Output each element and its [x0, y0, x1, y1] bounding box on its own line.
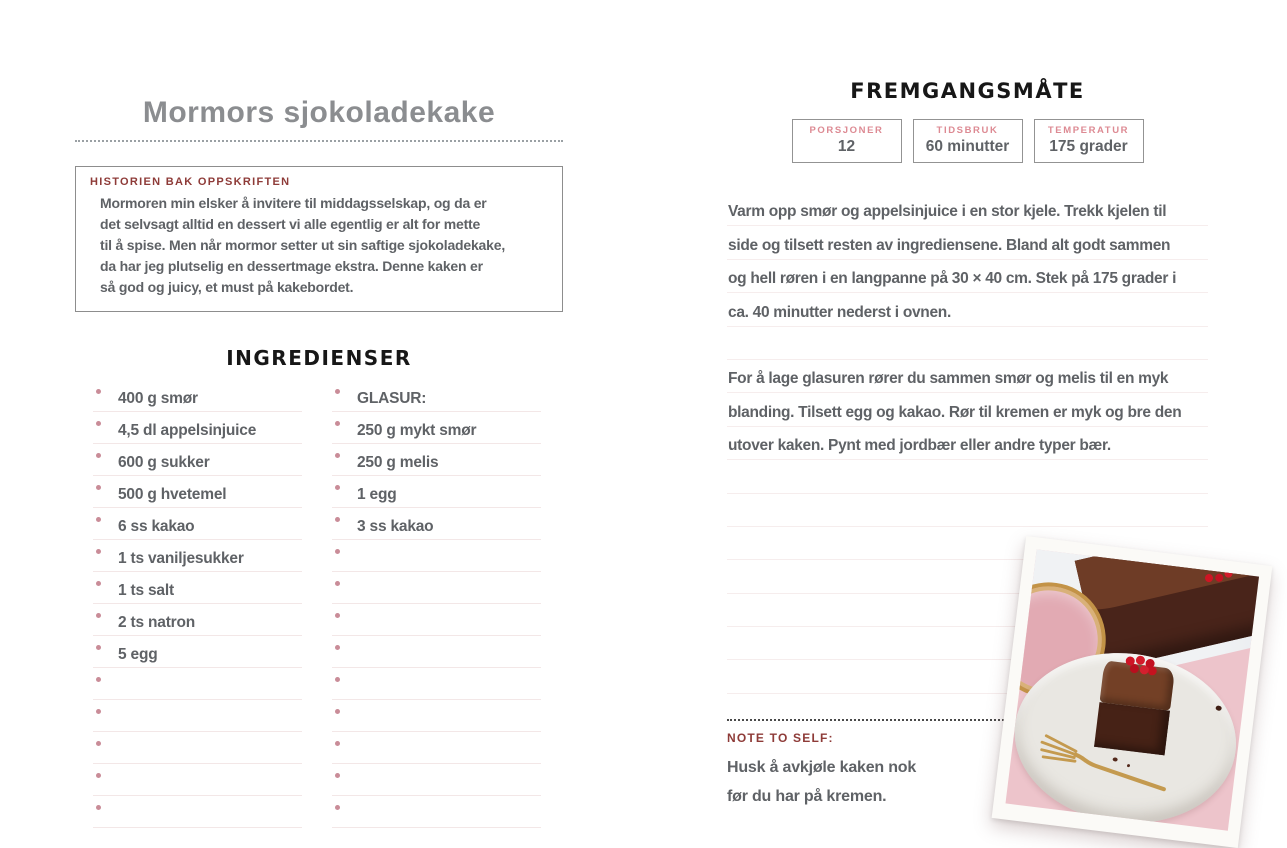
- bullet-icon: [335, 645, 340, 650]
- method-line-text: og hell røren i en langpanne på 30 × 40 cm. Stek på 175 grader i: [728, 270, 1177, 288]
- note-text-line: Husk å avkjøle kaken nok: [727, 758, 917, 776]
- story-text-line: så god og juicy, et must på kakebordet.: [100, 279, 354, 295]
- ingredient-row: [332, 604, 541, 636]
- ingredient-row: [93, 444, 302, 476]
- bullet-icon: [335, 485, 340, 490]
- bullet-icon: [96, 741, 101, 746]
- ingredient-row: [332, 444, 541, 476]
- recipe-page-left: [75, 95, 563, 828]
- info-box-label: TEMPERATUR: [1047, 125, 1130, 136]
- cake-photo: [992, 536, 1273, 848]
- ingredient-label: 5 egg: [118, 646, 158, 663]
- ingredient-label: 400 g smør: [118, 390, 198, 407]
- ingredient-row: [332, 508, 541, 540]
- bullet-icon: [335, 549, 340, 554]
- note-to-self-box: [727, 719, 1008, 811]
- ingredient-row: [332, 540, 541, 572]
- ingredient-label: GLASUR:: [357, 390, 427, 407]
- story-text-line: til å spise. Men når mormor setter ut sin saftige sjokoladekake,: [100, 237, 506, 253]
- ingredient-label: 500 g hvetemel: [118, 486, 227, 503]
- ingredient-row: [332, 732, 541, 764]
- title-divider: [75, 140, 563, 142]
- ingredient-label: 600 g sukker: [118, 454, 210, 471]
- method-line: [727, 360, 1208, 393]
- bullet-icon: [96, 453, 101, 458]
- info-box-porsjoner: [792, 119, 902, 163]
- ingredient-label: 1 egg: [357, 486, 397, 503]
- ingredient-label: 250 g melis: [357, 454, 439, 471]
- ingredient-label: 1 ts salt: [118, 582, 174, 599]
- photo-sheet-cake-frosting: [1074, 549, 1259, 613]
- ingredient-row: [93, 412, 302, 444]
- bullet-icon: [96, 421, 101, 426]
- method-line: [727, 226, 1208, 259]
- bullet-icon: [96, 549, 101, 554]
- ingredients-heading: INGREDIENSER: [226, 346, 412, 370]
- story-text: [90, 193, 548, 298]
- bullet-icon: [96, 581, 101, 586]
- method-line-text: utover kaken. Pynt med jordbær eller andre typer bær.: [728, 437, 1111, 455]
- method-line-text: For å lage glasuren rører du sammen smør og melis til en myk: [728, 370, 1169, 388]
- ingredients-column-left: [93, 380, 302, 828]
- ingredient-label: 1 ts vaniljesukker: [118, 550, 244, 567]
- bullet-icon: [96, 389, 101, 394]
- method-line: [727, 293, 1208, 326]
- bullet-icon: [335, 741, 340, 746]
- ingredient-row: [332, 412, 541, 444]
- ingredient-label: 3 ss kakao: [357, 518, 434, 535]
- ingredient-row: [93, 604, 302, 636]
- photo-cake-slice: [1094, 661, 1176, 756]
- bullet-icon: [335, 453, 340, 458]
- bullet-icon: [96, 517, 101, 522]
- bullet-icon: [335, 677, 340, 682]
- ingredient-row: [93, 508, 302, 540]
- ingredient-row: [332, 636, 541, 668]
- bullet-icon: [96, 645, 101, 650]
- method-line: [727, 494, 1208, 527]
- cake-photo-image: [1005, 549, 1259, 830]
- info-box-label: PORSJONER: [809, 125, 884, 136]
- info-boxes: [727, 119, 1208, 163]
- method-line: [727, 260, 1208, 293]
- method-line-text: ca. 40 minutter nederst i ovnen.: [728, 303, 951, 321]
- info-box-value: 60 minutter: [925, 138, 1010, 155]
- bullet-icon: [335, 389, 340, 394]
- ingredient-row: [332, 380, 541, 412]
- method-line-text: Varm opp smør og appelsinjuice i en stor kjele. Trekk kjelen til: [728, 203, 1167, 221]
- info-box-label: TIDSBRUK: [936, 125, 999, 136]
- ingredients-list: [93, 380, 563, 828]
- ingredient-row: [93, 700, 302, 732]
- story-text-line: det selvsagt alltid en dessert vi alle egentlig er alt for mette: [100, 216, 481, 232]
- method-line: [727, 427, 1208, 460]
- method-line-text: blanding. Tilsett egg og kakao. Rør til kremen er myk og bre den: [728, 403, 1182, 421]
- note-text: [727, 753, 1008, 811]
- recipe-title: Mormors sjokoladekake: [142, 96, 496, 129]
- bullet-icon: [96, 805, 101, 810]
- ingredient-label: 2 ts natron: [118, 614, 196, 631]
- bullet-icon: [335, 773, 340, 778]
- ingredient-row: [93, 636, 302, 668]
- story-text-line: Mormoren min elsker å invitere til middagsselskap, og da er: [100, 195, 487, 211]
- ingredient-row: [332, 572, 541, 604]
- ingredient-row: [332, 764, 541, 796]
- method-line: [727, 393, 1208, 426]
- bullet-icon: [96, 613, 101, 618]
- bullet-icon: [335, 581, 340, 586]
- story-heading: HISTORIEN BAK OPPSKRIFTEN: [90, 176, 291, 188]
- ingredient-row: [332, 668, 541, 700]
- ingredient-row: [93, 764, 302, 796]
- ingredients-column-right: [332, 380, 541, 828]
- method-line-text: side og tilsett resten av ingrediensene. Bland alt godt sammen: [728, 236, 1171, 254]
- note-heading: NOTE TO SELF:: [727, 730, 834, 745]
- bullet-icon: [335, 709, 340, 714]
- info-box-temperatur: [1034, 119, 1144, 163]
- bullet-icon: [335, 805, 340, 810]
- ingredient-row: [93, 540, 302, 572]
- method-line: [727, 327, 1208, 360]
- ingredient-row: [332, 700, 541, 732]
- ingredient-row: [93, 572, 302, 604]
- ingredient-row: [93, 476, 302, 508]
- method-line: [727, 193, 1208, 226]
- ingredient-label: 250 g mykt smør: [357, 422, 477, 439]
- ingredient-label: 4,5 dl appelsinjuice: [118, 422, 257, 439]
- bullet-icon: [96, 773, 101, 778]
- method-heading: FREMGANGSMÅTE: [850, 79, 1085, 103]
- bullet-icon: [96, 709, 101, 714]
- ingredient-row: [332, 796, 541, 828]
- bullet-icon: [96, 485, 101, 490]
- ingredient-row: [93, 668, 302, 700]
- method-line: [727, 460, 1208, 493]
- story-text-line: da har jeg plutselig en dessertmage ekstra. Denne kaken er: [100, 258, 483, 274]
- story-box: [75, 166, 563, 312]
- ingredient-row: [93, 380, 302, 412]
- info-box-value: 12: [837, 138, 856, 155]
- bullet-icon: [335, 613, 340, 618]
- bullet-icon: [96, 677, 101, 682]
- ingredient-row: [93, 796, 302, 828]
- info-box-value: 175 grader: [1049, 138, 1128, 155]
- info-box-tidsbruk: [913, 119, 1023, 163]
- note-text-line: før du har på kremen.: [727, 787, 887, 805]
- bullet-icon: [335, 421, 340, 426]
- ingredient-row: [93, 732, 302, 764]
- bullet-icon: [335, 517, 340, 522]
- ingredient-label: 6 ss kakao: [118, 518, 195, 535]
- ingredient-row: [332, 476, 541, 508]
